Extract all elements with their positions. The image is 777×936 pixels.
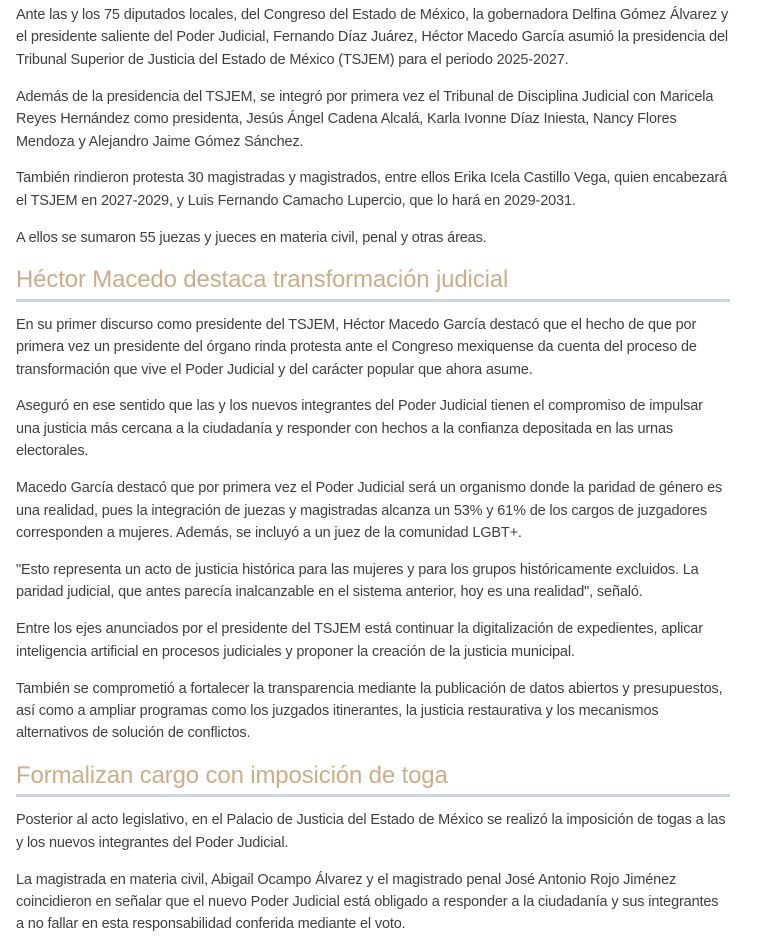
paragraph-cita-justicia-historica: "Esto representa un acto de justicia histórica para las mujeres y para los grupos históricamente excluidos. La paridad judicial, que antes parecía inalcanzable en el sistema anterior, hoy es una realidad", señaló. <box>16 561 699 601</box>
paragraph-transparencia: También se comprometió a fortalecer la transparencia mediante la publicación de datos abiertos y presupuestos, así como a ampliar programas como los juzgados itinerantes, la justicia restaurativa y los mecanismos alternativos de solución de conflictos. <box>16 680 723 742</box>
paragraph-magistrados-coinciden: La magistrada en materia civil, Abigail Ocampo Álvarez y el magistrado penal José Antonio Rojo Jiménez coincidieron en señalar que el nuevo Poder Judicial está obligado a responder a la ciudadanía y sus integrantes a no fallar en esta responsabilidad conferida mediante el voto. <box>16 871 719 933</box>
paragraph-disciplina-judicial: Además de la presidencia del TSJEM, se integró por primera vez el Tribunal de Disciplina Judicial con Maricela Reyes Hernández como presidenta, Jesús Ángel Cadena Alcalá, Karla Ivonne Díaz Iniesta, Nancy Flores Mendoza y Alejandro Jaime Gómez Sánchez. <box>16 88 714 150</box>
paragraph-paridad-genero: Macedo García destacó que por primera vez el Poder Judicial será un organismo donde la paridad de género es una realidad, pues la integración de juezas y magistradas alcanza un 53% y 61% de los cargos de juzgadores corresponden a mujeres. Además, se incluyó a un juez de la comunidad LGBT+. <box>16 480 723 541</box>
paragraph-intro: Ante las y los 75 diputados locales, del Congreso del Estado de México, la gobernadora Delfina Gómez Álvarez y el presidente saliente del Poder Judicial, Fernando Díaz Juárez, Héctor Macedo García asumió la presidencia del Tribunal Superior de Justicia del Estado de México (TSJEM) para el periodo 2025-2027. <box>16 7 729 68</box>
paragraph-compromiso-justicia: Aseguró en ese sentido que las y los nuevos integrantes del Poder Judicial tienen el compromiso de impulsar una justicia más cercana a la ciudadanía y responder con hechos a la confianza depositada en las urnas electorales. <box>16 398 703 460</box>
paragraph-juezas-jueces: A ellos se sumaron 55 juezas y jueces en materia civil, penal y otras áreas. <box>16 229 487 246</box>
section-heading-imposicion-toga: Formalizan cargo con imposición de toga <box>16 762 730 798</box>
paragraph-primer-discurso: En su primer discurso como presidente del TSJEM, Héctor Macedo García destacó que el hecho de que por primera vez un presidente del órgano rinda protesta ante el Congreso mexiquense da cuenta del proceso de transformación que vive el Poder Judicial y del carácter popular que ahora asume. <box>16 316 697 378</box>
paragraph-magistrados-protesta: También rindieron protesta 30 magistradas y magistrados, entre ellos Erika Icela Castillo Vega, quien encabezará el TSJEM en 2027-2029, y Luis Fernando Camacho Lupercio, que lo hará en 2029-2031. <box>16 170 728 209</box>
paragraph-ejes-anunciados: Entre los ejes anunciados por el presidente del TSJEM está continuar la digitalización de expedientes, aplicar inteligencia artificial en procesos judiciales y proponer la creación de la justicia municipal. <box>16 621 703 660</box>
section-heading-transformacion-judicial: Héctor Macedo destaca transformación judicial <box>16 266 730 302</box>
paragraph-palacio-justicia: Posterior al acto legislativo, en el Palacio de Justicia del Estado de México se realizó la imposición de togas a las y los nuevos integrantes del Poder Judicial. <box>16 812 726 851</box>
